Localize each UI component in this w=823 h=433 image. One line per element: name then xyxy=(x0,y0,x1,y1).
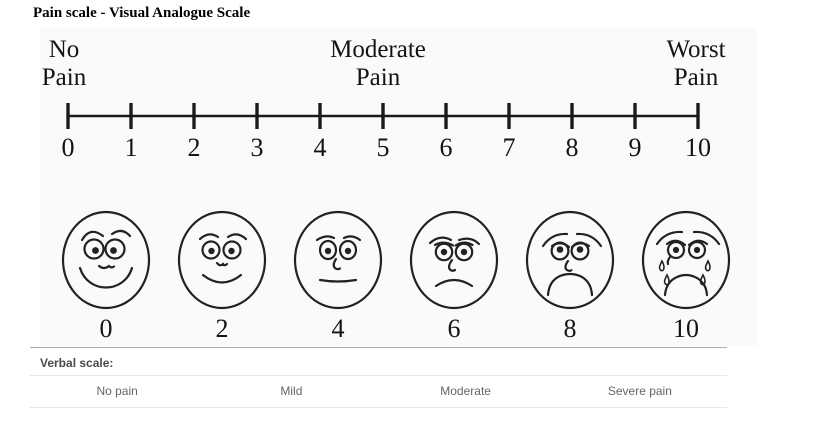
row-divider xyxy=(30,407,727,408)
tick-label: 10 xyxy=(685,133,711,162)
tick-label: 8 xyxy=(565,133,579,162)
vas-label-line: Pain xyxy=(673,64,719,91)
face-neutral-icon xyxy=(292,209,384,311)
vas-label-line: Worst xyxy=(666,36,726,63)
face-crying-icon xyxy=(640,209,732,311)
face-worried-icon xyxy=(408,209,500,311)
face-value: 6 xyxy=(447,314,461,343)
vas-label-line: Moderate xyxy=(330,36,426,63)
verbal-label-mild: Mild xyxy=(280,384,303,398)
face-value: 0 xyxy=(99,314,113,343)
vas-ruler xyxy=(40,95,757,135)
verbal-scale-heading: Verbal scale: xyxy=(40,356,114,370)
vas-label-no-pain xyxy=(0,36,134,92)
tick-label: 4 xyxy=(313,133,327,162)
tick-label: 7 xyxy=(502,133,516,162)
verbal-label-no-pain: No pain xyxy=(96,384,138,398)
page-title: Pain scale - Visual Analogue Scale xyxy=(33,5,251,21)
tick-label: 9 xyxy=(628,133,642,162)
vas-label-moderate-pain xyxy=(308,36,448,92)
verbal-scale-row xyxy=(30,376,727,407)
tick-label: 3 xyxy=(250,133,264,162)
face-value: 2 xyxy=(215,314,229,343)
face-sad-icon xyxy=(524,209,616,311)
verbal-label-moderate: Moderate xyxy=(440,384,491,398)
tick-label: 1 xyxy=(124,133,138,162)
face-very-happy-icon xyxy=(60,209,152,311)
vas-label-line: No xyxy=(48,36,80,63)
tick-label: 0 xyxy=(61,133,75,162)
vas-label-worst-pain xyxy=(626,36,766,92)
tick-label: 2 xyxy=(187,133,201,162)
vas-label-line: Pain xyxy=(41,64,87,91)
face-value: 8 xyxy=(563,314,577,343)
vas-diagram xyxy=(40,28,757,346)
tick-label: 6 xyxy=(439,133,453,162)
face-happy-icon xyxy=(176,209,268,311)
face-value: 10 xyxy=(673,314,699,343)
verbal-label-severe-pain: Severe pain xyxy=(607,384,672,398)
face-value: 4 xyxy=(331,314,345,343)
section-divider xyxy=(30,347,727,348)
vas-label-line: Pain xyxy=(355,64,401,91)
tick-label: 5 xyxy=(376,133,390,162)
